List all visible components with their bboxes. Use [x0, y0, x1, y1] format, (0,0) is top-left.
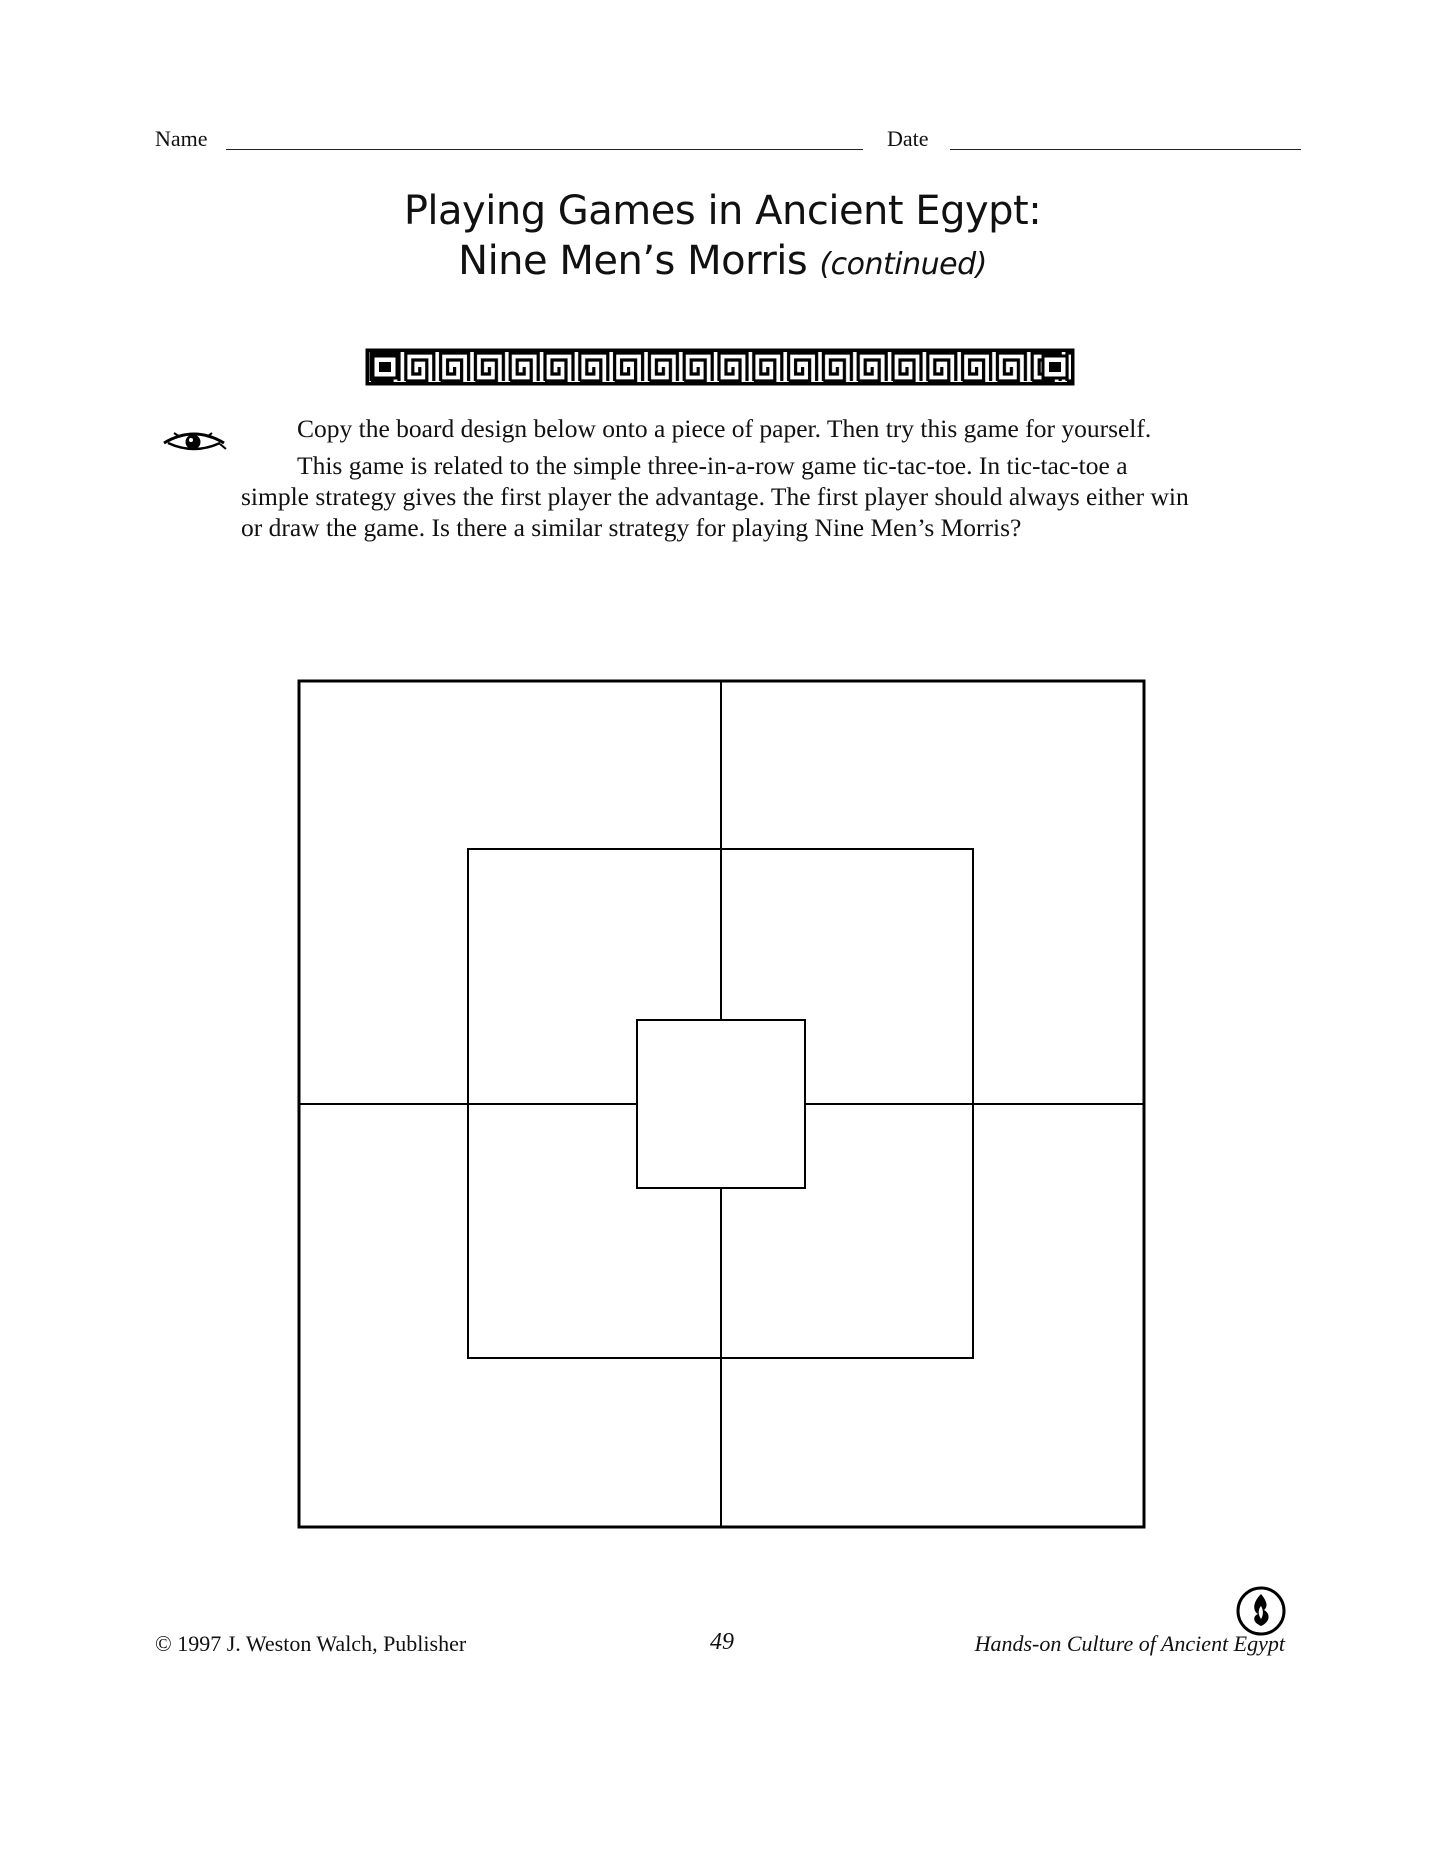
- page-number: 49: [710, 1629, 734, 1655]
- book-title-prefix: Hands-on: [974, 1631, 1062, 1656]
- name-line[interactable]: [226, 149, 863, 150]
- copyright: © 1997 J. Weston Walch, Publisher: [155, 1631, 467, 1656]
- instructions: [241, 413, 1201, 543]
- paragraph-strategy: This game is related to the simple three-in-a-row game tic-tac-toe. In tic-tac-toe a simple strategy gives the first player the advantage. The first player should always either win or draw the game. Is there a similar strategy for playing Nine Men’s Morris?: [241, 451, 1189, 542]
- eye-icon: [160, 423, 228, 459]
- page-subtitle: [0, 238, 1445, 284]
- book-title: [975, 1631, 1285, 1657]
- date-line[interactable]: [950, 149, 1301, 150]
- title-line1: Playing Games in Ancient Egypt:: [403, 188, 1042, 234]
- date-label: Date: [887, 126, 929, 151]
- inner-square: [637, 1020, 805, 1188]
- flame-logo: [1236, 1586, 1286, 1636]
- book-title-rest: Culture of Ancient Egypt: [1066, 1631, 1285, 1656]
- name-label: Name: [155, 126, 208, 151]
- morris-board: [296, 678, 1148, 1532]
- title-line2-note: (continued): [819, 247, 987, 282]
- title-line2-main: Nine Men’s Morris: [458, 238, 808, 284]
- greek-key-border: [364, 347, 1076, 387]
- page-title: [0, 188, 1445, 234]
- paragraph-copy-board: Copy the board design below onto a piece of paper. Then try this game for yourself.: [297, 414, 1152, 443]
